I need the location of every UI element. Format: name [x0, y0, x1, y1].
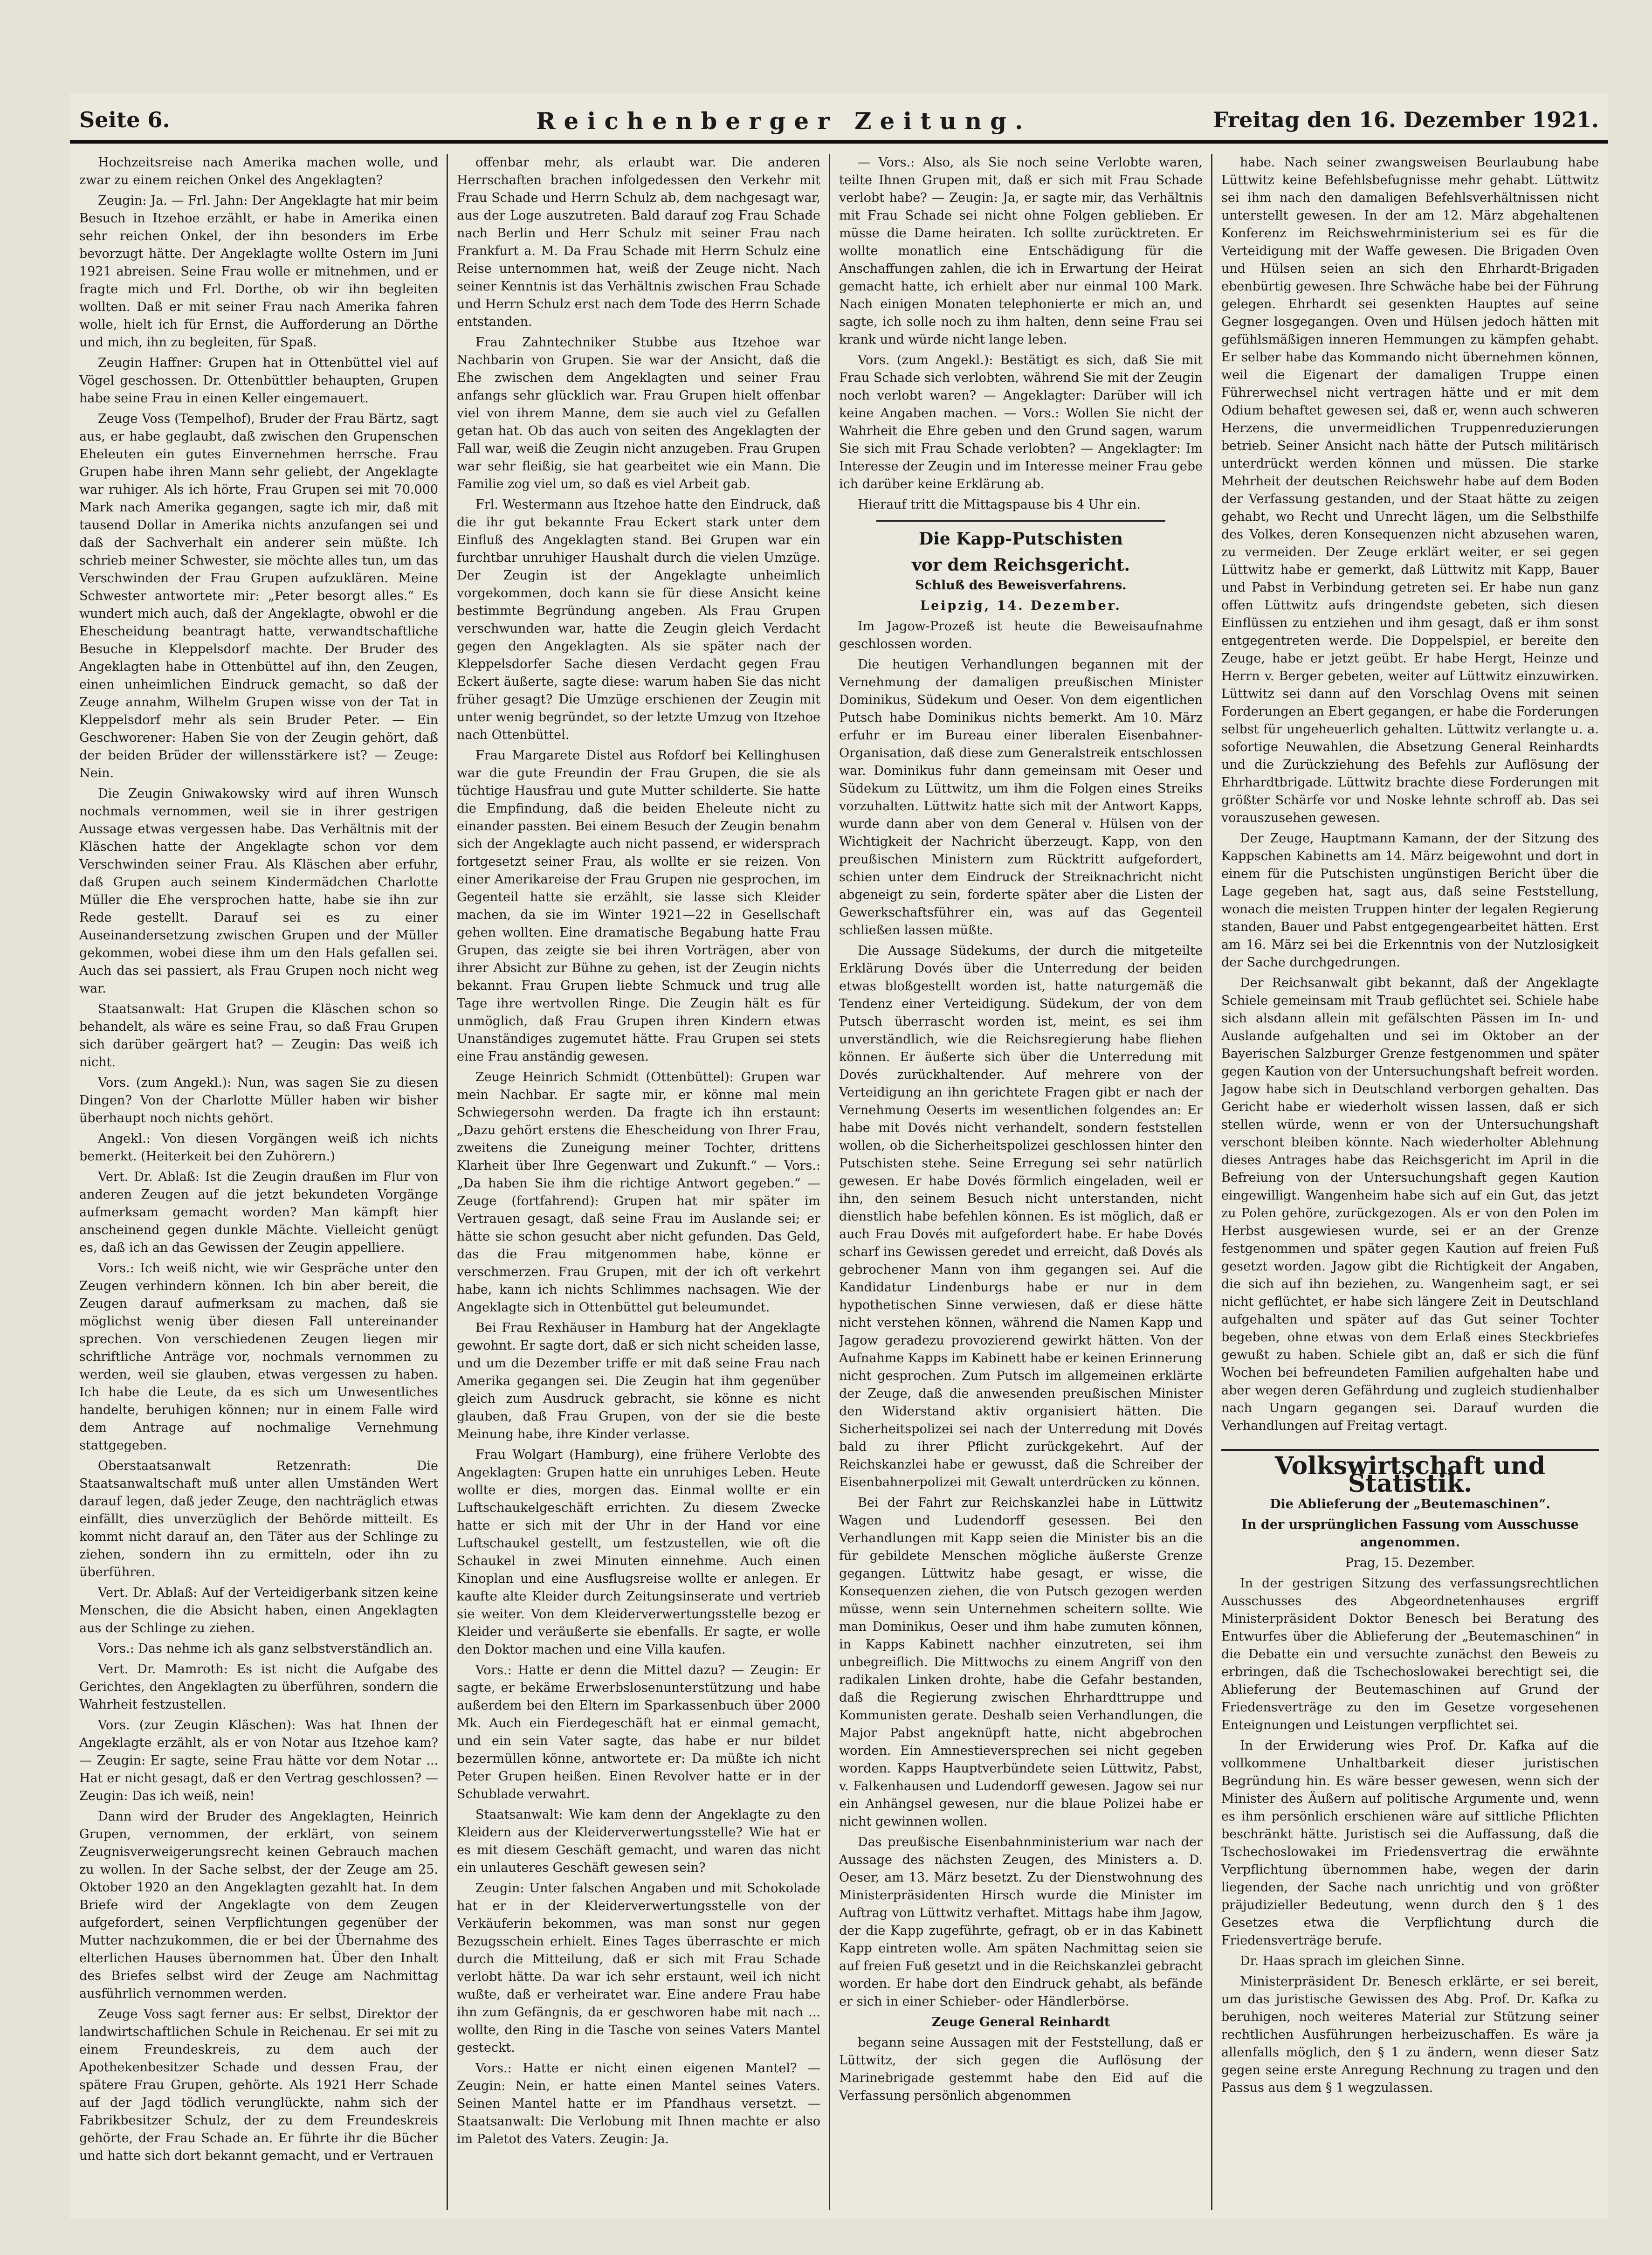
section-headline: Volkswirtschaft und Statistik. [1221, 1449, 1599, 1493]
article-subheadline: In der ursprünglichen Fassung vom Ausschusse angenommen. [1241, 1517, 1579, 1550]
paragraph: habe. Nach seiner zwangsweisen Beurlaubung habe Lüttwitz keine Befehlsbefugnisse mehr gehabt. Lüttwitz sei ihm nach den damaligen Befehlsverhältnissen nicht unterstellt gewesen. In der am 12. März abgehaltenen Konferenz im Reichswehrministerium sei es für die Verteidigung mit der Waffe gewesen. Die Brigaden Oven und Hülsen seien an sich den Ehrhardt-Brigaden ebenbürtig gewesen. Ihre Schwäche habe bei der Führung gelegen. Ehrhardt sei gesenkten Hauptes auf seine Gegner losgegangen. Oven und Hülsen jedoch hätten mit gefühlsmäßigen inneren Hemmungen zu kämpfen gehabt. Er selber habe das Kommando nicht übernehmen können, weil die Eigenart der damaligen Truppe einen Führerwechsel nicht vertragen hätte und er mit dem Odium behaftet gewesen sei, daß er, wenn auch schweren Herzens, die unvermeidlichen Truppenreduzierungen betrieb. Seiner Ansicht nach hätte der Putsch militärisch unterdrückt werden können und müssen. Die starke Mehrheit der deutschen Reichswehr habe auf dem Boden der Verfassung gestanden, und der Staat hätte zu zeigen gehabt, wo Recht und Unrecht lägen, um die Selbsthilfe des Volkes, deren Konsequenzen nicht abzusehen waren, zu vermeiden. Der Zeuge erklärt weiter, er sei gegen Lüttwitz habe er gemerkt, daß Lüttwitz mit Kapp, Bauer und Pabst in Verbindung getreten sei. Er habe nun ganz offen Lüttwitz aufs dringendste gebeten, sich diesen Einflüssen zu entziehen und ihm gesagt, daß er ihm sonst entgegentreten werde. Die Doppelspiel, er bereite den Zeuge, habe er jetzt geübt. Er habe Hergt, Heinze und Herrn v. Berger gebeten, weiter auf Lüttwitz einzuwirken. Lüttwitz sei dann auf den Vorschlag Ovens mit seinen Forderungen an Ebert gegangen, er habe die Forderungen selbst für ungeheuerlich gehalten. Lüttwitz verlangte u. a. sofortige Neuwahlen, die Absetzung General Reinhardts und die Zurückziehung des Befehls zur Auflösung der Ehrhardtbrigade. Lüttwitz brachte diese Forderungen mit größter Schärfe vor und Noske lehnte schroff ab. Das sei vorauszusehen gewesen. [1221, 155, 1599, 825]
paragraph: Bei Frau Rexhäuser in Hamburg hat der Angeklagte gewohnt. Er sagte dort, daß er sich nicht scheiden lasse, und um die Dezember triffe er mit daß seine Frau nach Amerika gegangen sei. Die Zeugin hat ihm gegenüber gleich zum Ausdruck gebracht, sie könne es nicht glauben, daß Frau Grupen, von der sie die beste Meinung habe, ihre Kinder verlasse. [457, 1321, 820, 1441]
paragraph: Vors. (zur Zeugin Kläschen): Was hat Ihnen der Angeklagte erzählt, als er von Notar aus Itzehoe kam? — Zeugin: Er sagte, seine Frau hätte vor dem Notar ... Hat er nicht gesagt, daß er den Vertrag geschlossen? — Zeugin: Das ich weiß, nein! [79, 1718, 438, 1803]
column-divider [1211, 154, 1212, 2210]
newspaper-page [70, 93, 1608, 2219]
paragraph: Der Zeuge, Hauptmann Kamann, der der Sitzung des Kappschen Kabinetts am 14. März beigewohnt und dort in einem für die Putschisten ungünstigen Bericht über die Lage gegeben hat, sagt aus, daß seine Feststellung, wonach die meisten Truppen hinter der legalen Regierung standen, Bauer und Pabst entgegengearbeitet hätten. Erst am 16. März sei bei die Erkenntnis von der Nutzlosigkeit der Sache durchgedrungen. [1221, 831, 1599, 970]
column-divider [447, 154, 448, 2210]
paragraph: Hochzeitsreise nach Amerika machen wolle, und zwar zu einem reichen Onkel des Angeklagten? [79, 155, 438, 187]
paragraph: offenbar mehr, als erlaubt war. Die anderen Herrschaften brachen infolgedessen den Verkehr mit Frau Schade und Herrn Schulz ab, dem nachgesagt war, aus der Loge auszutreten. Bald darauf zog Frau Schade nach Berlin und Herr Schulz mit seiner Frau nach Frankfurt a. M. Da Frau Schade mit Herrn Schulz eine Reise unternommen hat, weiß der Zeuge nicht. Nach seiner Kenntnis ist das Verhältnis zwischen Frau Schade und Herrn Schulz erst nach dem Tode des Herrn Schade entstanden. [457, 155, 820, 329]
paragraph: Der Reichsanwalt gibt bekannt, daß der Angeklagte Schiele gemeinsam mit Traub geflüchtet sei. Schiele habe sich alsdann allein mit gefälschten Pässen im In- und Auslande aufgehalten und sei im Oktober an der Bayerischen Salzburger Grenze festgenommen und später gegen Kaution von der Untersuchungshaft befreit worden. Jagow habe sich in Deutschland verborgen gehalten. Das Gericht habe er wiederholt wissen lassen, daß er sich stellen würde, wenn er von der Untersuchungshaft verschont bleiben könnte. Nach wiederholter Ablehnung dieses Antrages habe das Reichsgericht im April in die Befreiung von der Untersuchungshaft gegen Kaution eingewilligt. Wangenheim habe sich auf ein Gut, das jetzt zu Polen gehöre, zurückgezogen. Als er von den Polen im Herbst ausgewiesen wurde, sei er an der Grenze festgenommen und später gegen Kaution auf freien Fuß gesetzt worden. Jagow gibt die Richtigkeit der Angaben, die sich auf ihn beziehen, zu. Wangenheim sagt, er sei nicht geflüchtet, er habe sich längere Zeit in Deutschland aufgehalten und später auf das Gut seiner Tochter begeben, ohne etwas von dem Erlaß eines Steckbriefes gewußt zu haben. Schiele gibt an, daß er sich die fünf Wochen bei befreundeten Familien aufgehalten habe und aber wegen deren Gefährdung und zugleich studienhalber nach Ungarn gegangen sei. Darauf wurden die Verhandlungen auf Freitag vertagt. [1221, 976, 1599, 1433]
paragraph: Frl. Westermann aus Itzehoe hatte den Eindruck, daß die ihr gut bekannte Frau Eckert stark unter dem Einfluß des Angeklagten stand. Bei Grupen war ein furchtbar unruhiger Haushalt durch die vielen Umzüge. Der Zeugin ist der Angeklagte unheimlich vorgekommen, doch kann sie für diese Ansicht keine bestimmte Begründung angeben. Als Frau Grupen verschwunden war, hatte die Zeugin gleich Verdacht gegen den Angeklagten. Als sie später nach der Kleppelsdorfer Sache diesen Verdacht gegen Frau Eckert äußerte, sagte diese: warum haben Sie das nicht früher gesagt? Die Umzüge erschienen der Zeugin mit unter wenig begründet, so der letzte Umzug von Itzehoe nach Ottenbüttel. [457, 497, 820, 742]
paragraph: Bei der Fahrt zur Reichskanzlei habe in Lüttwitz Wagen und Ludendorff gesessen. Bei den Verhandlungen mit Kapp seien die Minister bis an die für gebildete Menschen mögliche äußerste Grenze gegangen. Lüttwitz habe gesagt, er wisse, die Konsequenzen ziehen, die von Putsch gezogen werden müsse, wenn sein Unternehmen scheitern sollte. Wie man Dominikus, Oeser und ihm habe zumuten können, in Kapps Kabinett nachher einzutreten, sei ihm unbegreiflich. Die Mittwochs zu einem Angriff von den radikalen Linken drohte, habe die Gefahr bestanden, daß die Regierung zwischen Ehrhardttruppe und Kommunisten gerate. Deshalb seien Verhandlungen, die Major Pabst angeknüpft hatte, nicht abgebrochen worden. Ein Amnestieversprechen sei nicht gegeben worden. Kapps Hauptverbündete seien Lüttwitz, Pabst, v. Falkenhausen und Ludendorff gewesen. Jagow sei nur ein Anhängsel gewesen, nur die blaue Polizei habe er nicht gewinnen wollen. [839, 1496, 1203, 1829]
paragraph: Zeuge Heinrich Schmidt (Ottenbüttel): Grupen war mein Nachbar. Er sagte mir, er könne mal mein Schwiegersohn werden. Da fragte ich ihn erstaunt: „Dazu gehört erstens die Ehescheidung von Ihrer Frau, zweitens die Zuneigung meiner Tochter, drittens Klarheit über Ihre Gegenwart und Zukunft.“ — Vors.: „Da haben Sie ihm die richtige Antwort gegeben.“ — Zeuge (fortfahrend): Grupen hat mir später im Vertrauen gesagt, daß seine Frau im Auslande sei; er hätte sie schon gesucht aber nicht gefunden. Das Geld, das die Frau mitgenommen habe, könne er verschmerzen. Frau Grupen, mit der ich oft verkehrt habe, kann ich nichts Schlimmes nachsagen. Wie der Angeklagte sich in Ottenbüttel gut beleumundet. [457, 1070, 820, 1315]
paragraph: Zeuge Voss sagt ferner aus: Er selbst, Direktor der landwirtschaftlichen Schule in Reichenau. Er sei mit zu einem Freundeskreis, zu dem auch der Apothekenbesitzer Schade und dessen Frau, der spätere Frau Grupen, gehörte. Als 1921 Herr Schade auf der Jagd tödlich verunglückte, nahm sich der Fabrikbesitzer Schulz, der zu dem Freundeskreis gehörte, der Frau Schade an. Er führte ihr die Bücher und hatte sich dort bekannt gemacht, und er Vertrauen [79, 2007, 438, 2163]
paragraph: Die heutigen Verhandlungen begannen mit der Vernehmung der damaligen preußischen Minister Dominikus, Südekum und Oeser. Von dem eigentlichen Putsch habe Dominikus nichts bemerkt. Am 10. März erfuhr er im Bureau einer liberalen Eisenbahner-Organisation, daß diese zum Generalstreik entschlossen war. Dominikus fuhr dann gemeinsam mit Oeser und Südekum zu Lüttwitz, um ihm die Folgen eines Streiks vorzuhalten. Lüttwitz hatte sich mit der Antwort Kapps, wurde dann aber von dem General v. Hülsen von der Wichtigkeit der Nachricht überzeugt. Kapp, von den preußischen Ministern zum Rücktritt aufgefordert, schien unter dem Eindruck der Streiknachricht nicht abgeneigt zu sein, forderte später aber die Listen der Gewerkschaftsführer ein, was auf das Gegenteil schließen lassen müßte. [839, 657, 1203, 938]
paragraph: begann seine Aussagen mit der Feststellung, daß er Lüttwitz, der sich gegen die Auflösung der Marinebrigade gestemmt habe den Eid auf die Verfassung persönlich abgenommen [839, 2035, 1203, 2103]
column-1 [79, 154, 438, 2214]
paragraph: Die Aussage Südekums, der durch die mitgeteilte Erklärung Dovés über die Unterredung der beiden etwas bloßgestellt worden ist, hatte naturgemäß die Tendenz einer Verteidigung. Südekum, der von dem Putsch überrascht worden ist, meint, es sei ihm unverständlich, wie die Reichsregierung habe fliehen können. Er äußerte sich über die Unterredung mit Dovés zurückhaltender. Auf mehrere von der Verteidigung an ihn gerichtete Fragen gibt er nach der Vernehmung Oeserts im wesentlichen folgendes an: Er habe mit Dovés nicht verhandelt, sondern feststellen wollen, ob die Sicherheitspolizei geschlossen hinter den Putschisten stehe. Seine Erregung sei sehr natürlich gewesen. Er habe Dovés förmlich eingeladen, weil er ihn, den seinem Besuch nicht unterstanden, nicht dienstlich habe befehlen können. Es ist möglich, daß er auch Frau Dovés mit aufgefordert habe. Er habe Dovés scharf ins Gewissen geredet und erreicht, daß Dovés als gebrochener Mann von ihm gegangen sei. Auf die Kandidatur Lindenburgs habe er nur in dem hypothetischen Sinne verwiesen, daß er diese hätte nicht verstehen können, während die Namen Kapp und Jagow geradezu provozierend gewirkt hätten. Von der Aufnahme Kapps im Kabinett habe er keinen Erinnerung nicht gesprochen. Zum Putsch im allgemeinen erklärte der Zeuge, daß die anwesenden preußischen Minister den Widerstand aktiv organisiert hätten. Die Sicherheitspolizei sei nach der Unterredung mit Dovés bald zu ihrer Pflicht zurückgekehrt. Auf der Reichskanzlei habe er gewusst, daß die Schreiber der Eisenbahnerpolizei mit Gewalt unterdrücken zu können. [839, 944, 1203, 1490]
paragraph: Ministerpräsident Dr. Benesch erklärte, er sei bereit, um das juristische Gewissen des Abg. Prof. Dr. Kafka zu beruhigen, noch weiteres Material zur Stützung seiner rechtlichen Ausführungen herbeizuschaffen. Es wäre ja allenfalls möglich, den § 1 zu ändern, wenn dieser Satz gegen seine erste Anregung Rechnung zu tragen und den Passus aus dem § 1 wegzulassen. [1221, 1974, 1599, 2095]
paragraph: Zeugin: Ja. — Frl. Jahn: Der Angeklagte hat mir beim Besuch in Itzehoe erzählt, er habe in Amerika einen sehr reichen Onkel, der ihn besonders im Erbe bevorzugt hätte. Der Angeklagte wollte Ostern im Juni 1921 abreisen. Seine Frau wolle er mitnehmen, und er fragte mich und Frl. Dorthe, ob wir ihn begleiten wollten. Daß er mit seiner Frau nach Amerika fahren wolle, hielt ich für Ernst, die Aufforderung an Dörthe und mich, ihn zu begleiten, für Spaß. [79, 193, 438, 350]
paragraph: Vors. (zum Angekl.): Nun, was sagen Sie zu diesen Dingen? Von der Charlotte Müller haben wir bisher überhaupt noch nichts gehört. [79, 1076, 438, 1125]
paragraph: — Vors.: Also, als Sie noch seine Verlobte waren, teilte Ihnen Grupen mit, daß er sich mit Frau Schade verlobt habe? — Zeugin: Ja, er sagte mir, das Verhältnis mit Frau Schade sei nicht ohne Folgen geblieben. Er müsse die Dame heiraten. Ich sollte zurücktreten. Er wollte monatlich eine Entschädigung für die Anschaffungen zahlen, die ich in Erwartung der Heirat gemacht hatte, ich erhielt aber nur einmal 100 Mark. Nach einigen Monaten telephonierte er mich an, und sagte, ich solle noch zu ihm halten, denn seine Frau sei krank und würde nicht lange leben. [839, 155, 1203, 347]
paragraph: Zeuge Voss (Tempelhof), Bruder der Frau Bärtz, sagt aus, er habe geglaubt, daß zwischen den Grupenschen Eheleuten ein gutes Einvernehmen herrsche. Frau Grupen habe ihren Mann sehr geliebt, der Angeklagte war ruhiger. Als ich hörte, Frau Grupen sei mit 70.000 Mark nach Amerika gegangen, sagte ich mir, daß mit tausend Dollar in Amerika nichts anzufangen sei und daß der Sachverhalt ein anderer sein müßte. Ich schrieb meiner Schwester, sie möchte alles tun, um das Verschwinden der Frau Grupen aufzuklären. Meine Schwester antwortete mir: „Peter besorgt alles.“ Es wundert mich auch, daß der Angeklagte, obwohl er die Ehescheidung beantragt hatte, verwandtschaftliche Besuche in Kleppelsdorf machte. Der Bruder des Angeklagten habe in Ottenbüttel auf ihn, den Zeugen, einen unheimlichen Eindruck gemacht, so daß der Zeuge annahm, Wilhelm Grupen wisse von der Tat in Kleppelsdorf mehr als sein Bruder Peter. — Ein Geschworener: Haben Sie von der Zeugin gehört, daß der beiden Brüder der willensstärkere ist? — Zeuge: Nein. [79, 412, 438, 780]
paragraph: Frau Zahntechniker Stubbe aus Itzehoe war Nachbarin von Grupen. Sie war der Ansicht, daß die Ehe zwischen dem Angeklagten und seiner Frau anfangs sehr glücklich war. Frau Grupen hielt offenbar viel von ihrem Manne, dem sie auch viel zu Gefallen getan hat. Ob das auch von seiten des Angeklagten der Fall war, weiß die Zeugin nicht anzugeben. Frau Grupen war sehr fleißig, sie hat gearbeitet wie ein Mann. Die Familie zog viel um, so daß es viel Arbeit gab. [457, 335, 820, 491]
paragraph: Staatsanwalt: Hat Grupen die Kläschen schon so behandelt, als wäre es seine Frau, so daß Frau Grupen sich darüber geärgert hat? — Zeugin: Das weiß ich nicht. [79, 1002, 438, 1069]
article-subheadline: Schluß des Beweisverfahrens. [915, 578, 1127, 593]
page-number: Seite 6. [79, 107, 170, 132]
paragraph: Dr. Haas sprach im gleichen Sinne. [1240, 1954, 1465, 1968]
article-headline-2: vor dem Reichsgericht. [912, 555, 1130, 575]
column-divider [829, 154, 830, 2210]
paragraph: Angekl.: Von diesen Vorgängen weiß ich nichts bemerkt. (Heiterkeit bei den Zuhörern.) [79, 1131, 438, 1164]
paragraph: Vors.: Hatte er nicht einen eigenen Mantel? — Zeugin: Nein, er hatte einen Mantel seines Vaters. Seinen Mantel hatte er im Pfandhaus versetzt. — Staatsanwalt: Die Verlobung mit Ihnen machte er also im Paletot des Vaters. Zeugin: Ja. [457, 2061, 820, 2146]
paragraph: Vors.: Ich weiß nicht, wie wir Gespräche unter den Zeugen verhindern können. Ich bin aber bereit, die Zeugen darauf aufmerksam zu machen, daß sie möglichst wenig über diesen Fall untereinander sprechen. Von verschiedenen Zeugen liegen mir schriftliche Anträge vor, nochmals vernommen zu werden, weil sie glauben, etwas vergessen zu haben. Ich habe die Leute, da es sich um Unwesentliches handelte, beruhigen können; nur in einem Falle wird dem Antrage auf nochmalige Vernehmung stattgegeben. [79, 1261, 438, 1453]
paragraph: Die Zeugin Gniwakowsky wird auf ihren Wunsch nochmals vernommen, weil sie in ihrer gestrigen Aussage etwas vergessen habe. Das Verhältnis mit der Kläschen hatte der Angeklagte schon vor dem Verschwinden seiner Frau. Als Kläschen aber erfuhr, daß Grupen auch seinem Kindermädchen Charlotte Müller die Ehe versprochen hatte, habe sie ihn zur Rede gestellt. Darauf sei es zu einer Auseinandersetzung zwischen Grupen und der Müller gekommen, wobei diese ihm um den Hals gefallen sei. Auch das sei passiert, als Frau Grupen noch nicht weg war. [79, 786, 438, 996]
article-headline: Die Ablieferung der „Beutemaschinen“. [1270, 1497, 1550, 1511]
page-header [70, 107, 1608, 144]
paragraph: Vors.: Das nehme ich als ganz selbstverständlich an. [98, 1641, 433, 1656]
dateline: Prag, 15. Dezember. [1345, 1556, 1475, 1570]
paragraph: Vors. (zum Angekl.): Bestätigt es sich, daß Sie mit Frau Schade sich verlobten, während Sie mit der Zeugin noch verlobt waren? — Angeklagter: Darüber will ich keine Angaben machen. — Vors.: Wollen Sie nicht der Wahrheit die Ehre geben und den Grund sagen, warum Sie sich mit Frau Schade verlobten? — Angeklagter: Im Interesse der Zeugin und im Interesse meiner Frau gebe ich darüber keine Erklärung ab. [839, 353, 1203, 491]
paragraph: Im Jagow-Prozeß ist heute die Beweisaufnahme geschlossen worden. [839, 619, 1203, 651]
section-divider [876, 520, 1165, 522]
paragraph: Vert. Dr. Mamroth: Es ist nicht die Aufgabe des Gerichtes, den Angeklagten zu überführen, sondern die Wahrheit festzustellen. [79, 1662, 438, 1712]
paragraph: Hierauf tritt die Mittagspause bis 4 Uhr ein. [858, 497, 1141, 512]
column-4 [1221, 154, 1599, 2214]
paragraph: In der gestrigen Sitzung des verfassungsrechtlichen Ausschusses des Abgeordnetenhauses ergriff Ministerpräsident Doktor Benesch bei Beratung des Entwurfes über die Ablieferung der „Beutemaschinen“ in die Debatte ein und versuchte zunächst den Beweis zu erbringen, daß die Tschechoslowakei berechtigt sei, die Ablieferung der Beutemaschinen auf Grund der Friedensverträge zu den im Gesetze vorgesehenen Enteignungen und Leistungen verpflichtet sei. [1221, 1576, 1599, 1732]
section-subheading: Zeuge General Reinhardt [931, 2015, 1110, 2029]
dateline: Leipzig, 14. Dezember. [920, 599, 1122, 613]
column-3 [839, 154, 1203, 2214]
paragraph: Frau Margarete Distel aus Rofdorf bei Kellinghusen war die gute Freundin der Frau Grupen, die sie als tüchtige Hausfrau und gute Mutter schilderte. Sie hatte die Empfindung, daß die beiden Eheleute nicht zu einander passten. Bei einem Besuch der Zeugin benahm sich der Angeklagte auch nicht passend, er widersprach fortgesetzt seiner Frau, als wollte er sie reizen. Von einer Amerikareise der Frau Grupen nie gesprochen, im Gegenteil hatte sie erzählt, sie lasse sich Kleider machen, da sie im Winter 1921—22 in Gesellschaft gehen wollten. Eine dramatische Begabung hatte Frau Grupen, das zeigte sie bei ihren Vorträgen, aber von ihrer Absicht zur Bühne zu gehen, ist der Zeugin nichts bekannt. Frau Grupen liebte Schmuck und trug alle Tage ihre wertvollen Ringe. Die Zeugin hält es für unmöglich, daß Frau Grupen ihren Kindern etwas Unanständiges zugemutet hätte. Frau Grupen sei stets eine Frau anständig gewesen. [457, 748, 820, 1064]
paragraph: Vors.: Hatte er denn die Mittel dazu? — Zeugin: Er sagte, er bekäme Erwerbslosenunterstützung und habe außerdem bei den Eltern im Sparkassenbuch über 2000 Mk. Auch ein Fierdegeschäft hat er einmal gemacht, und ein sein Vater sagte, das habe er nur bildet bezermüllen könne, antwortete er: Da müßte ich nicht Peter Grupen heißen. Einen Revolver hatte er in der Schublade verwahrt. [457, 1663, 820, 1801]
column-2 [457, 154, 820, 2214]
paragraph: Zeugin: Unter falschen Angaben und mit Schokolade hat er in der Kleiderverwertungsstelle von der Verkäuferin bekommen, was man sonst nur gegen Bezugsschein erhielt. Eines Tages überraschte er mich durch die Mitteilung, daß er sich mit Frau Schade verlobt hätte. Da war ich sehr erstaunt, weil ich nicht wußte, daß er verheiratet war. Eine andere Frau habe ihn zum Gefängnis, da er geschworen habe mit nach ... wollte, den Ring in die Tasche von seines Vaters Mantel gesteckt. [457, 1881, 820, 2055]
paragraph: In der Erwiderung wies Prof. Dr. Kafka auf die vollkommene Unhaltbarkeit dieser juristischen Begründung hin. Es wäre besser gewesen, wenn sich der Minister des Äußern auf politische Argumente und, wenn es ihm persönlich erschienen wäre auf sittliche Pflichten beschränkt hätte. Juristisch sei die Auffassung, daß die Tschechoslowakei im Friedensvertrag die erwähnte Verpflichtung übernommen habe, wegen der darin liegenden, der Sache nach unrichtig und von größter präjudizieller Bedeutung, wenn durch den § 1 des Gesetzes etwa die Verpflichtung durch die Friedensverträge berufe. [1221, 1738, 1599, 1948]
paragraph: Vert. Dr. Ablaß: Auf der Verteidigerbank sitzen keine Menschen, die die Absicht haben, einen Angeklagten aus der Schlinge zu ziehen. [79, 1586, 438, 1635]
paragraph: Das preußische Eisenbahnministerium war nach der Aussage des nächsten Zeugen, des Ministers a. D. Oeser, am 13. März besetzt. Zu der Dienstwohnung des Ministerpräsidenten Hirsch wurde die Minister im Auftrag von Lüttwitz verhaftet. Mittags habe ihm Jagow, der die Kapp zugeführte, gefragt, ob er in das Kabinett Kapp eintreten wolle. Am späten Nachmittag seien sie auf freien Fuß gesetzt und in die Reichskanzlei gebracht worden. Er habe dort den Eindruck gehabt, als befände er sich in einer Schieber- oder Händlerbörse. [839, 1835, 1203, 2009]
paragraph: Dann wird der Bruder des Angeklagten, Heinrich Grupen, vernommen, der erklärt, von seinem Zeugnisverweigerungsrecht keinen Gebrauch machen zu wollen. In der Sache selbst, der der Zeuge am 25. Oktober 1920 an den Angeklagten gezahlt hat. In dem Briefe wird der Angeklagte von dem Zeugen aufgefordert, seinen Verpflichtungen gegenüber der Mutter nachzukommen, die er bei der Übernahme des elterlichen Hauses übernommen hat. Über den Inhalt des Briefes selbst wird der Zeuge am Nachmittag ausführlich vernommen werden. [79, 1809, 438, 2001]
paragraph: Vert. Dr. Ablaß: Ist die Zeugin draußen im Flur von anderen Zeugen auf die jetzt bekundeten Vorgänge aufmerksam gemacht worden? Man kämpft hier anscheinend gegen dunkle Mächte. Vielleicht genügt es, daß ich an das Gewissen der Zeugin appelliere. [79, 1170, 438, 1255]
paragraph: Staatsanwalt: Wie kam denn der Angeklagte zu den Kleidern aus der Kleiderverwertungsstelle? Wie hat er es mit diesem Geschäft gemacht, und waren das nicht ein unlauteres Geschäft gewesen sein? [457, 1807, 820, 1875]
paragraph: Zeugin Haffner: Grupen hat in Ottenbüttel viel auf Vögel geschossen. Dr. Ottenbüttler behaupten, Grupen habe seine Frau in einen Keller eingemauert. [79, 356, 438, 406]
issue-date: Freitag den 16. Dezember 1921. [1213, 107, 1599, 132]
paragraph: Oberstaatsanwalt Retzenrath: Die Staatsanwaltschaft muß unter allen Umständen Wert darauf legen, daß jeder Zeuge, den nachträglich etwas einfällt, dies unverzüglich der Behörde mitteilt. Es kommt nicht darauf an, den Täter aus der Schlinge zu ziehen, sondern ihn zu ermitteln, oder ihn zu überführen. [79, 1459, 438, 1579]
paragraph: Frau Wolgart (Hamburg), eine frühere Verlobte des Angeklagten: Grupen hatte ein unruhiges Leben. Heute wollte er dies, morgen das. Einmal wollte er ein Luftschaukelgeschäft errichten. Zu diesem Zwecke hatte er sich mit der Uhr in der Hand vor eine Luftschaukel gestellt, um festzustellen, wie oft die Schaukel in zwei Minuten einnehme. Auch einen Kinoplan und eine Ausflugsreise wollte er anlegen. Er kaufte alte Kleider durch Zeitungsinserate und vertrieb sie weiter. Von dem Kleiderverwertungsstelle bezog er Kleider und veräußerte sie ebenfalls. Er sagte, er wolle den Doktor machen und eine Villa kaufen. [457, 1448, 820, 1657]
newspaper-title: Reichenberger Zeitung. [536, 107, 1032, 135]
article-headline: Die Kapp-Putschisten [918, 529, 1123, 549]
